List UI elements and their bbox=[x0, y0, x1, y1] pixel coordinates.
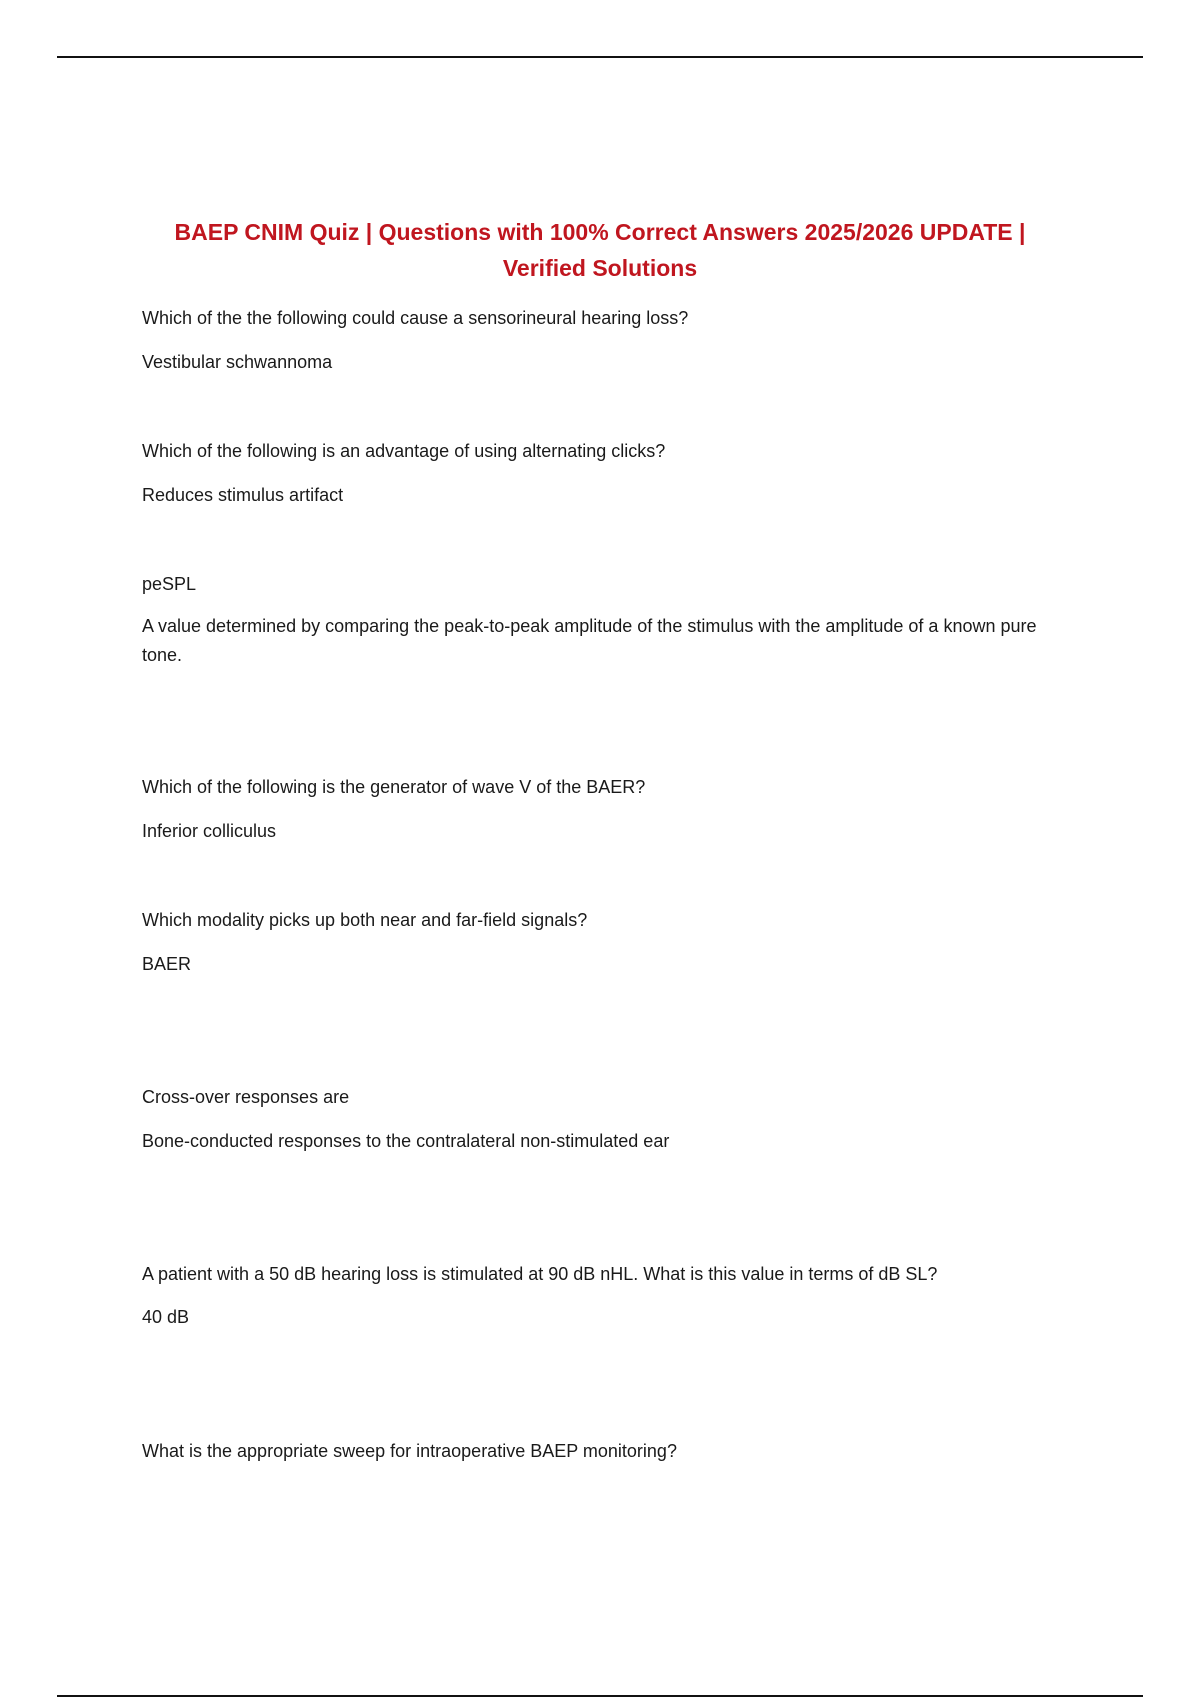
footer-rule bbox=[57, 1695, 1143, 1697]
header-rule bbox=[57, 56, 1143, 58]
answer-3: A value determined by comparing the peak-to-peak amplitude of the stimulus with the amplitude of a known pure tone. bbox=[142, 616, 1037, 665]
question-2: Which of the following is an advantage of using alternating clicks? bbox=[142, 441, 666, 461]
question-6: Cross-over responses are bbox=[142, 1087, 350, 1107]
answer-5: BAER bbox=[142, 954, 192, 974]
answer-2: Reduces stimulus artifact bbox=[142, 485, 344, 505]
question-1: Which of the the following could cause a sensorineural hearing loss? bbox=[142, 308, 689, 328]
answer-4: Inferior colliculus bbox=[142, 821, 277, 841]
question-4: Which of the following is the generator of wave V of the BAER? bbox=[142, 777, 646, 797]
document-title: BAEP CNIM Quiz | Questions with 100% Correct Answers 2025/2026 UPDATE | Verified Solutions bbox=[174, 219, 1026, 281]
question-3: peSPL bbox=[142, 574, 197, 594]
question-7: A patient with a 50 dB hearing loss is stimulated at 90 dB nHL. What is this value in terms of dB SL? bbox=[142, 1264, 938, 1284]
answer-7: 40 dB bbox=[142, 1307, 190, 1327]
answer-6: Bone-conducted responses to the contralateral non-stimulated ear bbox=[142, 1131, 670, 1151]
answer-1: Vestibular schwannoma bbox=[142, 352, 333, 372]
question-5: Which modality picks up both near and far-field signals? bbox=[142, 910, 588, 930]
question-8: What is the appropriate sweep for intraoperative BAEP monitoring? bbox=[142, 1441, 677, 1461]
